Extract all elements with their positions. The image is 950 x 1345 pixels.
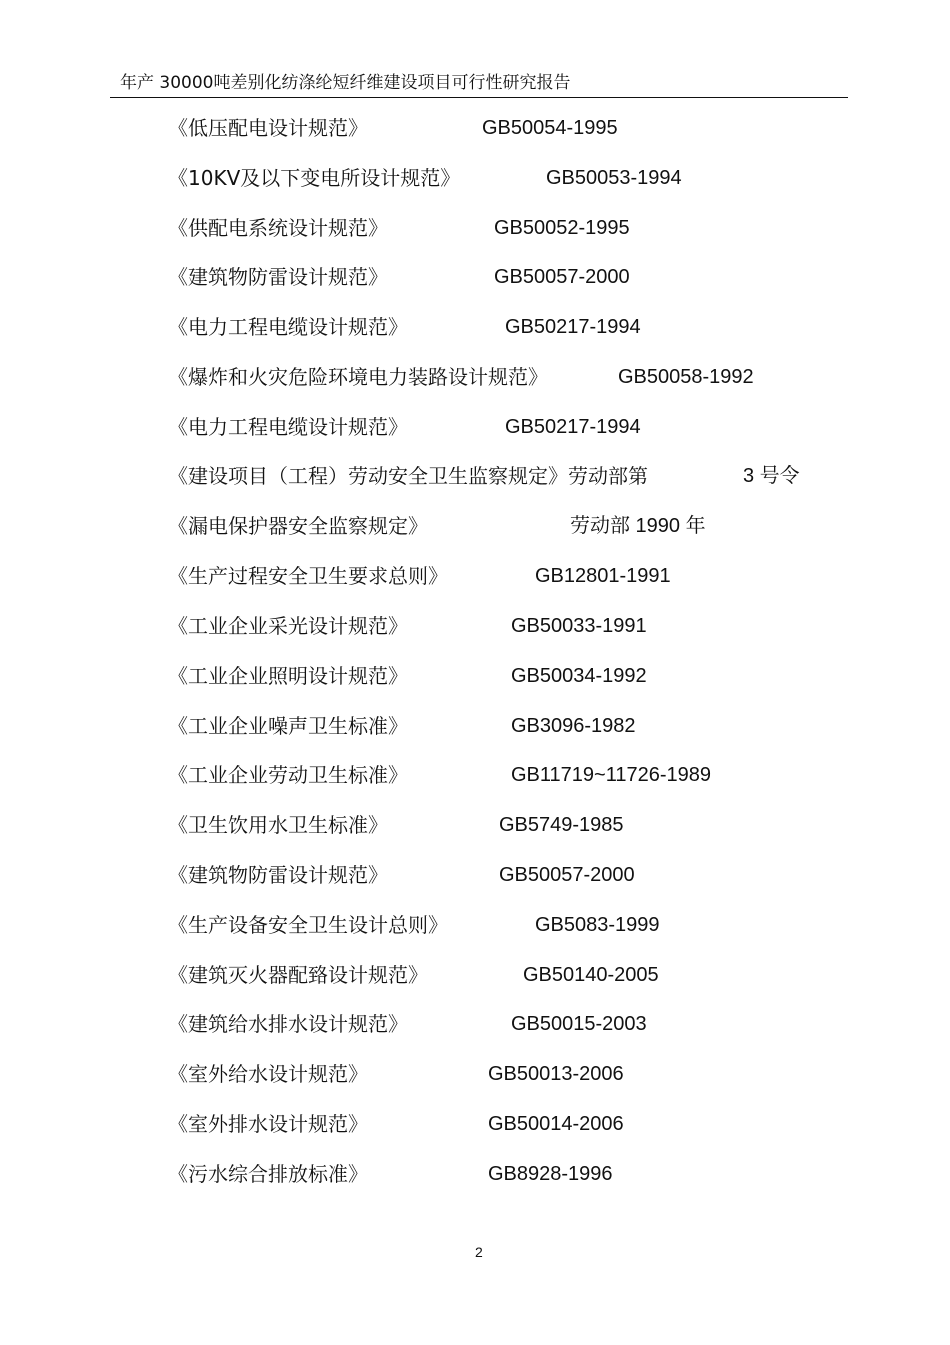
standard-title: 《工业企业照明设计规范》	[168, 664, 408, 688]
standard-row	[0, 761, 950, 789]
standard-code: GB12801-1991	[535, 565, 671, 587]
standard-row	[0, 462, 950, 490]
standard-row	[0, 512, 950, 540]
standard-code: GB5083-1999	[535, 914, 660, 936]
document-header: 年产 30000吨差别化纺涤纶短纤维建设项目可行性研究报告	[120, 73, 571, 93]
standard-code: GB50014-2006	[488, 1113, 624, 1135]
standard-row	[0, 612, 950, 640]
standard-title: 《10KV及以下变电所设计规范》	[168, 166, 461, 190]
standard-row	[0, 662, 950, 690]
standard-title: 《工业企业噪声卫生标准》	[168, 714, 408, 738]
standard-row	[0, 811, 950, 839]
standard-title: 《生产设备安全卫生设计总则》	[168, 913, 448, 937]
standard-code: GB11719~11726-1989	[511, 764, 711, 786]
standard-title: 《建筑物防雷设计规范》	[168, 265, 388, 289]
standard-code: GB50217-1994	[505, 316, 641, 338]
standard-row	[0, 263, 950, 291]
standard-code: GB5749-1985	[499, 814, 624, 836]
standard-title: 《电力工程电缆设计规范》	[168, 315, 408, 339]
standard-code: GB50052-1995	[494, 217, 630, 239]
standard-title: 《工业企业劳动卫生标准》	[168, 763, 408, 787]
standard-row	[0, 363, 950, 391]
standard-row	[0, 1160, 950, 1188]
standard-row	[0, 214, 950, 242]
standard-code: GB50013-2006	[488, 1063, 624, 1085]
standard-row	[0, 1010, 950, 1038]
header-divider	[110, 97, 848, 98]
standard-title: 《爆炸和火灾危险环境电力装路设计规范》	[168, 365, 548, 389]
page-number: 2	[475, 1244, 483, 1260]
standard-title: 《供配电系统设计规范》	[168, 216, 388, 240]
standard-row	[0, 562, 950, 590]
standard-code: GB50054-1995	[482, 117, 618, 139]
standard-title: 《电力工程电缆设计规范》	[168, 415, 408, 439]
standard-title: 《室外给水设计规范》	[168, 1062, 368, 1086]
standard-title: 《生产过程安全卫生要求总则》	[168, 564, 448, 588]
standard-code: GB50140-2005	[523, 964, 659, 986]
standard-row	[0, 911, 950, 939]
standard-code: GB50033-1991	[511, 615, 647, 637]
standard-code: 劳动部 1990 年	[570, 515, 706, 537]
standard-row	[0, 413, 950, 441]
standard-code: GB50057-2000	[494, 266, 630, 288]
standard-title: 《建设项目（工程）劳动安全卫生监察规定》劳动部第	[168, 464, 648, 488]
standard-row	[0, 712, 950, 740]
standard-title: 《建筑物防雷设计规范》	[168, 863, 388, 887]
standard-title: 《室外排水设计规范》	[168, 1112, 368, 1136]
standard-title: 《污水综合排放标准》	[168, 1162, 368, 1186]
standard-title: 《卫生饮用水卫生标准》	[168, 813, 388, 837]
standard-code: GB50015-2003	[511, 1013, 647, 1035]
standard-code: GB50057-2000	[499, 864, 635, 886]
standard-title: 《低压配电设计规范》	[168, 116, 368, 140]
standard-code: GB50053-1994	[546, 167, 682, 189]
standard-title: 《建筑给水排水设计规范》	[168, 1012, 408, 1036]
standard-row	[0, 1110, 950, 1138]
standard-code: GB3096-1982	[511, 715, 636, 737]
standard-row	[0, 114, 950, 142]
standard-row	[0, 313, 950, 341]
standard-row	[0, 1060, 950, 1088]
standard-row	[0, 861, 950, 889]
standard-title: 《建筑灭火器配臵设计规范》	[168, 963, 428, 987]
standard-row	[0, 164, 950, 192]
standard-code: GB50034-1992	[511, 665, 647, 687]
standard-code: GB50058-1992	[618, 366, 754, 388]
standard-title: 《漏电保护器安全监察规定》	[168, 514, 428, 538]
standard-title: 《工业企业采光设计规范》	[168, 614, 408, 638]
standard-row	[0, 961, 950, 989]
standard-code: GB8928-1996	[488, 1163, 613, 1185]
standard-code: GB50217-1994	[505, 416, 641, 438]
standard-code: 3 号令	[743, 465, 800, 487]
